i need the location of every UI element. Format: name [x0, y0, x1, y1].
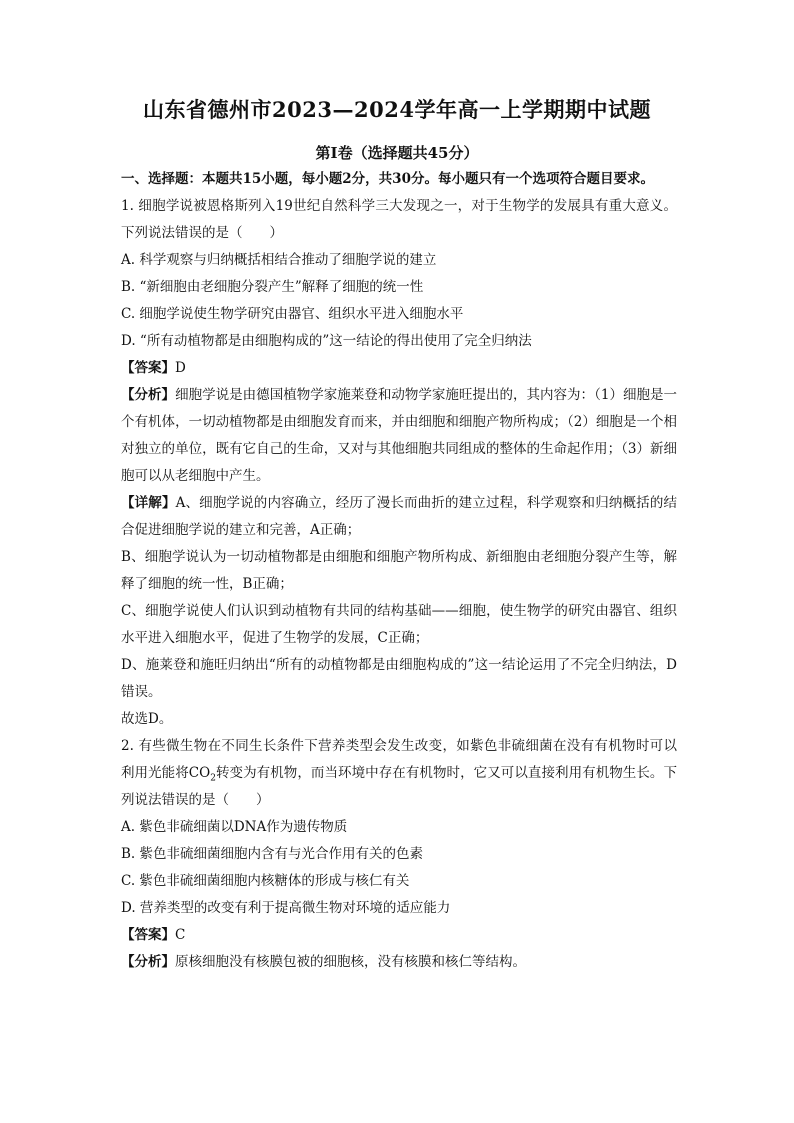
- instructions: 一、选择题：本题共15小题，每小题2分，共30分。每小题只有一个选项符合题目要求。: [121, 171, 654, 187]
- answer-label: 【答案】: [121, 927, 175, 943]
- answer-value: C: [175, 927, 186, 943]
- question-1-answer: [121, 355, 677, 382]
- question-1-option-c: C. 细胞学说使生物学研究由器官、组织水平进入细胞水平: [121, 306, 464, 322]
- stem-part-2: 转变为有机物，而当环境中存在有机物时，它又可以直接利用有机物生长。下列说法错误的是（ ）: [121, 765, 677, 808]
- detail-text: A、细胞学说的内容确立，经历了漫长而曲折的建立过程，科学观察和归纳概括的结合促进细胞学说的建立和完善，A正确；: [121, 495, 677, 538]
- analysis-label: 【分析】: [121, 387, 176, 403]
- document-title: 山东省德州市2023—2024学年高一上学期期中试题: [143, 97, 651, 122]
- analysis-text: 原核细胞没有核膜包被的细胞核，没有核膜和核仁等结构。: [175, 954, 526, 970]
- question-2-stem: [121, 733, 677, 814]
- stem-part-1: 2. 有些微生物在不同生长条件下营养类型会发生改变，如紫色非硫细菌在没有有机物时可以利用光能将CO: [121, 738, 677, 781]
- question-2-option-c: C. 紫色非硫细菌细胞内核糖体的形成与核仁有关: [121, 873, 410, 889]
- answer-value: D: [175, 360, 186, 376]
- question-1-detail-b: B、细胞学说认为一切动植物都是由细胞和细胞产物所构成、新细胞由老细胞分裂产生等，解释了细胞的统一性，B正确；: [121, 549, 677, 592]
- document-body: [121, 166, 677, 976]
- section-heading: 第I卷（选择题共45分）: [315, 144, 479, 162]
- question-1-option-b: B. “新细胞由老细胞分裂产生”解释了细胞的统一性: [121, 279, 424, 295]
- question-2-option-b: B. 紫色非硫细菌细胞内含有与光合作用有关的色素: [121, 846, 424, 862]
- question-1-detail-d: D、施莱登和施旺归纳出“所有的动植物都是由细胞构成的”这一结论运用了不完全归纳法，D错误。: [121, 657, 677, 700]
- question-1-option-a: A. 科学观察与归纳概括相结合推动了细胞学说的建立: [121, 252, 437, 268]
- question-1-detail-a: [121, 490, 677, 544]
- question-1-analysis: [121, 382, 677, 490]
- co2-subscript: 2: [210, 773, 216, 784]
- answer-label: 【答案】: [121, 360, 175, 376]
- detail-label: 【详解】: [121, 495, 176, 511]
- question-1-option-d: D. “所有动植物都是由细胞构成的”这一结论的得出使用了完全归纳法: [121, 333, 532, 349]
- question-2-option-d: D. 营养类型的改变有利于提高微生物对环境的适应能力: [121, 900, 451, 916]
- analysis-label: 【分析】: [121, 954, 175, 970]
- analysis-text: 细胞学说是由德国植物学家施莱登和动物学家施旺提出的，其内容为：（1）细胞是一个有机体，一切动植物都是由细胞发育而来，并由细胞和细胞产物所构成；（2）细胞是一个相对独立的单位，既有它自己的生命，又对与其他细胞共同组成的整体的生命起作用；（3）新细胞可以从老细胞中产生。: [121, 387, 678, 484]
- question-1-detail-c: C、细胞学说使人们认识到动植物有共同的结构基础——细胞，使生物学的研究由器官、组织水平进入细胞水平，促进了生物学的发展，C正确；: [121, 603, 677, 646]
- question-2-answer: [121, 922, 677, 949]
- question-1-conclusion: 故选D。: [121, 711, 173, 727]
- question-1-stem: 1. 细胞学说被恩格斯列入19世纪自然科学三大发现之一，对于生物学的发展具有重大意义。下列说法错误的是（ ）: [121, 198, 677, 241]
- question-2-option-a: A. 紫色非硫细菌以DNA作为遗传物质: [121, 819, 348, 835]
- question-2-analysis: [121, 949, 677, 976]
